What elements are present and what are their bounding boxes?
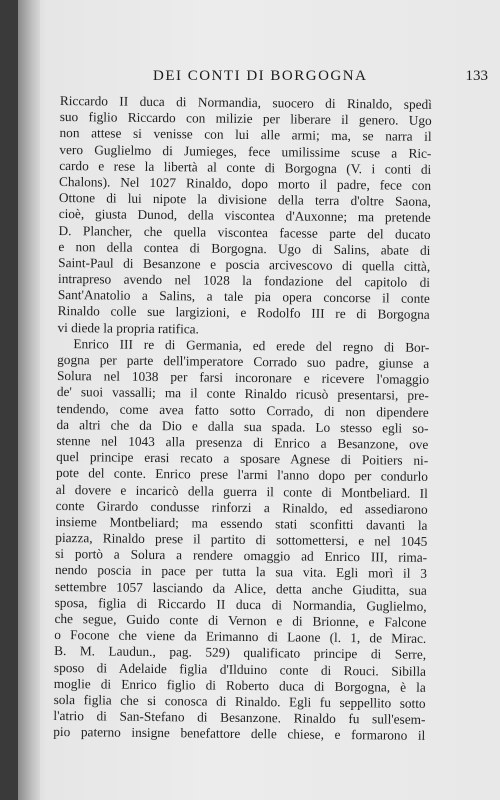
text-line: si portò a Solura a rendere omaggio ad Enrico III, rima- [55, 546, 428, 566]
page-header [113, 68, 488, 92]
text-line: cardo e rese la libertà al conte di Borgogna (V. i conti di [59, 157, 432, 177]
book-page [18, 0, 500, 800]
text-line: e non della contea di Borgogna. Ugo di Salins, abate di [58, 238, 431, 258]
text-line: pio paterno insigne benefattore delle chiese, e formarono il [53, 724, 426, 744]
text-line: Sant'Anatolio a Salins, a tale pia opera concorse il conte [57, 287, 430, 307]
text-line: sposa, figlia di Riccardo II duca di Normandia, Guglielmo, [54, 594, 427, 614]
text-line: B. M. Laudun., pag. 529) qualificato principe di Serre, [54, 643, 427, 663]
text-line: de' suoi vassalli; ma il conte Rinaldo ricusò presentarsi, pre- [56, 384, 429, 404]
text-line: Solura nel 1038 per farsi incoronare e ricevere l'omaggio [56, 368, 430, 388]
text-line: Ottone di lui nipote la divisione della terra d'oltre Saona, [58, 190, 431, 210]
text-line: D. Plancher, che quella viscontea facesse parte del ducato [58, 222, 431, 242]
text-line: sola figlia che si conosca di Rinaldo. Egli fu seppellito sotto [53, 691, 426, 711]
text-line: Riccardo II duca di Normandia, suocero di Rinaldo, spedì [59, 93, 432, 112]
text-line: nendo poscia in pace per tutta la sua vita. Egli morì il 3 [54, 562, 428, 582]
text-line: cioè, giusta Dunod, della visconteа d'Auxonne; ma pretende [58, 206, 431, 226]
text-line: tendendo, come avea fatto sotto Corrado, di non dipendere [56, 400, 429, 420]
running-head: DEI CONTI DI BORGOGNA [153, 68, 368, 84]
text-line: piazza, Rinaldo prese il partito di sottomettersi, e nel 1045 [55, 530, 428, 549]
text-line: stenne nel 1043 alla presenza di Enrico a Besanzone, ove [56, 432, 429, 452]
text-line: gogna per parte dell'imperatore Corrado suo padre, giunse a [57, 351, 430, 371]
text-line: vero Guglielmo di Jumieges, fece umilissime scuse a Ric- [59, 141, 432, 161]
text-line: settembre 1057 lasciando da Alice, detta anche Giuditta, sua [54, 578, 427, 598]
text-line: quel principe erasi recato a sposare Agnese di Poitiers ni- [56, 449, 429, 469]
text-line: da altri che da Dio e dalla sua spada. Lo stesso egli so- [56, 416, 429, 436]
text-line: Enrico III re di Germania, ed erede del regno di Bor- [73, 335, 430, 355]
text-line: insieme Montbeliard; ma essendo stati sconfitti davanti la [55, 513, 428, 533]
page-gutter-shadow [18, 0, 40, 800]
text-line: moglie di Enrico figlio di Roberto duca di Borgogna, è la [53, 675, 426, 695]
text-line: conte Girardo condusse rinforzi a Rinaldo, ed assediarono [55, 497, 428, 517]
text-line: che segue, Guido conte di Vernon e di Brionne, e Falcone [54, 610, 427, 630]
text-line: Chalons). Nel 1027 Rinaldo, dopo morto il padre, fece con [58, 173, 432, 193]
text-line: o Focone che viene da Erimanno di Laone (l. 1, de Mirac. [54, 627, 427, 647]
body-text [53, 93, 432, 744]
text-line: Saint-Paul di Besanzone e poscia arcivescovo di quella città, [58, 254, 431, 274]
text-line: l'atrio di San-Stefano di Besanzone. Rinaldo fu sull'esem- [53, 708, 426, 727]
text-line: non attese si venisse con lui alle armi; ma, se narra il [59, 125, 432, 145]
text-line: pote del conte. Enrico prese l'armi l'anno dopo per condurlo [55, 465, 429, 485]
text-line: Rinaldo colle sue largizioni, e Rodolfo III re di Borgogna [57, 303, 430, 323]
text-line: sposo di Adelaide figlia d'Ilduino conte di Rouci. Sibilla [53, 659, 427, 679]
text-line: suo figlio Riccardo con milizie per liberare il genero. Ugo [59, 109, 432, 129]
text-line: vi diede la propria ratifica. [57, 319, 200, 337]
text-line: intrapreso avendo nel 1028 la fondazione del capitolo di [57, 271, 431, 290]
page-number: 133 [465, 68, 488, 84]
text-line: al dovere e incaricò della guerra il conte di Montbeliard. Il [55, 481, 428, 501]
